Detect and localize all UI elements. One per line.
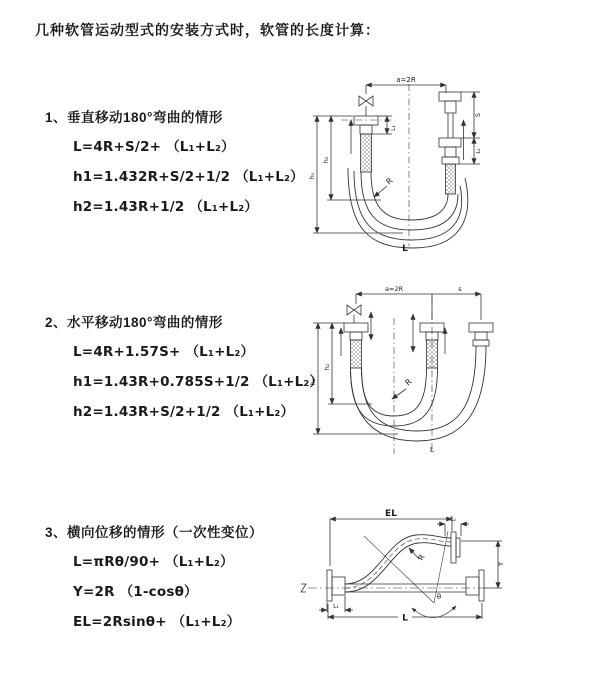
dimension-a2R	[366, 85, 446, 94]
dim-label-R: R	[403, 377, 414, 388]
section-2-heading: 2、水平移动180°弯曲的情形	[45, 315, 223, 330]
dimension-Y	[461, 541, 502, 588]
centerlines	[341, 84, 409, 246]
dim-label-Y: Y	[497, 561, 505, 567]
braided-hose-section	[446, 164, 456, 194]
flange-fitting-upper	[451, 532, 460, 563]
dim-label-theta: θ	[436, 593, 442, 601]
dim-label-R: R	[416, 552, 427, 563]
diagram-3-svg	[298, 498, 598, 658]
flange-fitting-left	[327, 570, 345, 601]
dimension-a2R-s	[356, 294, 481, 320]
dim-label-S: S	[474, 112, 482, 118]
centerline-symbol	[301, 584, 306, 592]
radius-leader	[374, 186, 387, 197]
valve-icon	[347, 305, 361, 323]
diagram-lateral-displacement	[298, 498, 598, 658]
braided-hose-section	[427, 340, 438, 368]
dim-label-L2: L₂	[476, 148, 482, 154]
page-title: 几种软管运动型式的安装方式时，软管的长度计算：	[35, 22, 380, 38]
diagram-vertical-180-bend	[303, 70, 568, 262]
formula: h1=1.432R+S/2+1/2 （L₁+L₂）	[73, 169, 304, 185]
dim-label-a2R: a=2R	[384, 285, 404, 293]
formula: h1=1.43R+0.785S+1/2 （L₁+L₂）	[73, 374, 324, 390]
axis-centerline	[301, 584, 490, 592]
dim-label-R: R	[384, 176, 395, 187]
flange-fitting-left	[354, 116, 378, 172]
dim-label-EL: EL	[385, 509, 397, 519]
formula: L=4R+1.57S+ （L₁+L₂）	[73, 344, 255, 360]
dimension-EL	[330, 516, 452, 566]
flange-fitting-right	[439, 92, 461, 194]
section-3-formulas	[73, 547, 263, 637]
formula: h2=1.43R+S/2+1/2 （L₁+L₂）	[73, 404, 295, 420]
section-1-formulas	[73, 132, 304, 222]
valve-icon	[359, 96, 373, 116]
section-1-heading: 1、垂直移动180°弯曲的情形	[45, 110, 223, 125]
section-2	[45, 311, 323, 427]
dim-label-L1: L₁	[390, 125, 397, 131]
formula: EL=2Rsinθ+ （L₁+L₂）	[73, 614, 241, 630]
flange-fitting-left	[344, 323, 368, 368]
section-3-heading: 3、横向位移的情形（一次性变位）	[45, 525, 264, 540]
section-2-formulas	[73, 337, 323, 427]
hose-curves	[345, 535, 451, 592]
dim-label-a2R: a=2R	[396, 76, 416, 84]
formula: L=πRθ/90+ （L₁+L₂）	[73, 554, 234, 570]
dim-label-h2: h₂	[323, 363, 331, 371]
dim-label-s: s	[458, 285, 462, 293]
dim-label-L: L	[402, 244, 408, 254]
small-dimensions	[371, 312, 413, 352]
dim-label-L: L	[402, 613, 408, 624]
flange-fitting-right	[469, 323, 493, 346]
dimension-L2	[437, 524, 469, 536]
dim-label-h2: h₂	[322, 156, 330, 164]
dim-label-h1: h₁	[308, 172, 316, 180]
section-1	[45, 106, 304, 222]
angle-construction	[364, 531, 456, 618]
hose-curves	[351, 346, 487, 441]
dim-label-L2: L₂	[450, 516, 456, 523]
diagram-2-svg	[310, 282, 588, 467]
braided-hose-section	[351, 340, 362, 368]
diagram-1-svg	[303, 70, 568, 262]
flange-fitting-right	[466, 570, 484, 601]
section-3	[45, 521, 263, 637]
braided-hose-section	[361, 134, 372, 172]
formula: Y=2R （1-cosθ）	[73, 584, 198, 600]
dim-label-h1: h₁	[310, 378, 317, 386]
formula: h2=1.43R+1/2 （L₁+L₂）	[73, 199, 259, 215]
dim-label-L: L	[430, 446, 434, 454]
dim-label-L1: L₁	[333, 603, 339, 610]
formula: L=4R+S/2+ （L₁+L₂）	[73, 139, 235, 155]
diagram-horizontal-180-bend	[310, 282, 588, 467]
